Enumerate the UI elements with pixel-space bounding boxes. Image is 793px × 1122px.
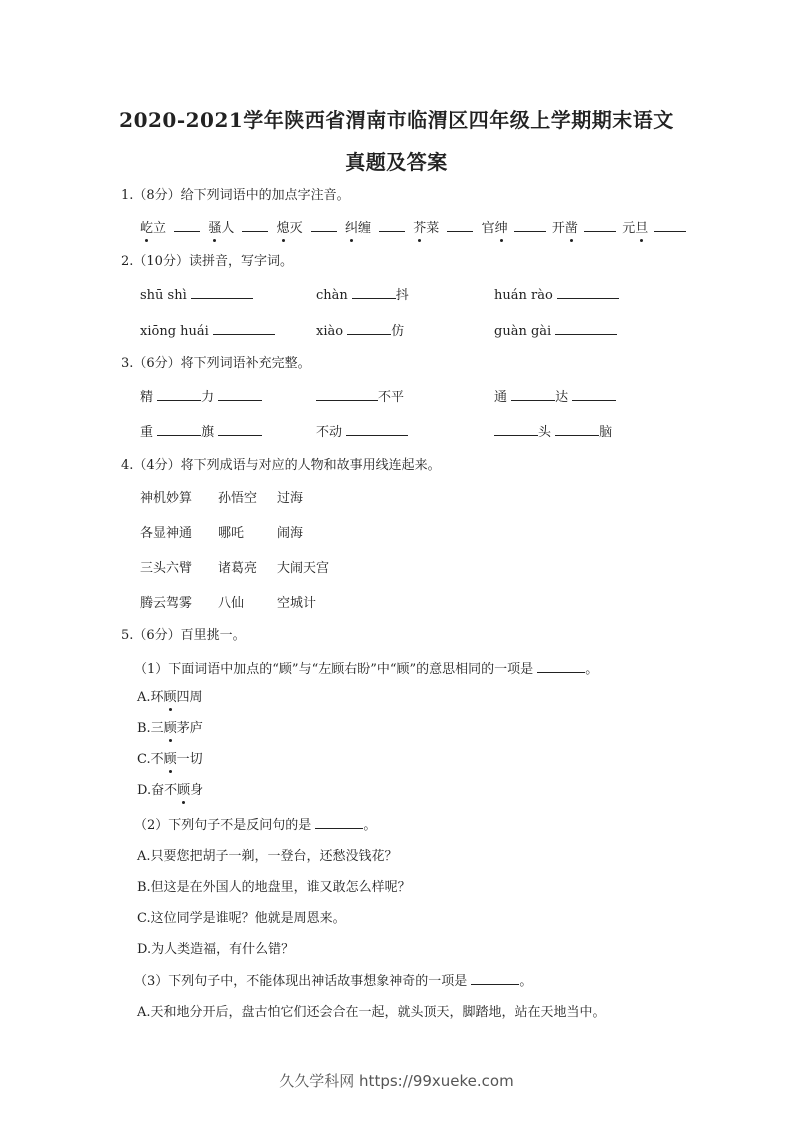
matching-story[interactable]: 大闹天宫: [277, 561, 330, 576]
matching-person[interactable]: 诸葛亮: [218, 561, 258, 576]
matching-idiom[interactable]: 腾云驾雾: [140, 596, 193, 611]
page-title-line2: 真题及答案: [345, 150, 448, 174]
matching-idiom[interactable]: 三头六臂: [140, 561, 193, 576]
answer-blank[interactable]: [218, 423, 262, 436]
q5-sub2-stem: （2）下列句子不是反问句的是 。: [134, 818, 377, 833]
answer-blank[interactable]: [191, 286, 253, 299]
matching-person[interactable]: 八仙: [218, 596, 245, 611]
question-2-stem: 2.（10分）读拼音，写字词。: [121, 254, 293, 269]
q5-sub2-option[interactable]: A.只要您把胡子一剃，一登台，还愁没钱花？: [137, 849, 398, 864]
q1-word: 屹立: [140, 221, 167, 236]
answer-blank[interactable]: [654, 219, 686, 232]
pinyin-item: huán rào: [494, 286, 619, 305]
answer-blank[interactable]: [537, 660, 585, 673]
answer-blank[interactable]: [218, 388, 262, 401]
answer-blank[interactable]: [447, 219, 473, 232]
question-4-stem: 4.（4分）将下列成语与对应的人物和故事用线连起来。: [121, 458, 441, 473]
answer-blank[interactable]: [584, 219, 616, 232]
answer-blank[interactable]: [174, 219, 200, 232]
q1-word: 纠缠: [344, 221, 371, 236]
question-1-stem: 1.（8分）给下列词语中的加点字注音。: [121, 188, 350, 203]
answer-blank[interactable]: [242, 219, 268, 232]
answer-blank[interactable]: [572, 388, 616, 401]
q5-sub2-option[interactable]: C.这位同学是谁呢？他就是周恩来。: [137, 911, 346, 926]
answer-blank[interactable]: [315, 816, 363, 829]
idiom-fill: 头 脑: [494, 423, 612, 442]
question-1-words: [140, 219, 688, 238]
matching-story[interactable]: 闹海: [277, 526, 304, 541]
q5-sub3-stem: （3）下列句子中，不能体现出神话故事想象神奇的一项是 。: [134, 974, 533, 989]
answer-blank[interactable]: [213, 322, 275, 335]
answer-blank[interactable]: [157, 388, 201, 401]
matching-idiom[interactable]: 各显神通: [140, 526, 193, 541]
matching-person[interactable]: 孙悟空: [218, 491, 258, 506]
idiom-fill: 不平: [316, 388, 404, 407]
answer-blank[interactable]: [346, 423, 408, 436]
q1-word: 熄灭: [276, 221, 303, 236]
pinyin-item: shū shì: [140, 286, 253, 305]
answer-blank[interactable]: [379, 219, 405, 232]
question-5-stem: 5.（6分）百里挑一。: [121, 628, 246, 643]
answer-blank[interactable]: [514, 219, 546, 232]
pinyin-item: xiào 仿: [316, 324, 405, 339]
q5-sub3-option[interactable]: A.天和地分开后，盘古怕它们还会合在一起，就头顶天，脚踏地，站在天地当中。: [137, 1005, 606, 1020]
idiom-fill: 通 达: [494, 388, 616, 407]
idiom-fill: 重 旗: [140, 423, 262, 442]
q5-sub1-option[interactable]: B.三顾茅庐: [137, 721, 203, 736]
q1-word: 官绅: [481, 221, 508, 236]
answer-blank[interactable]: [157, 423, 201, 436]
matching-story[interactable]: 空城计: [277, 596, 317, 611]
footer-watermark: 久久学科网 https://99xueke.com: [279, 1072, 514, 1090]
page-title: 2020-2021学年陕西省渭南市临渭区四年级上学期期末语文: [119, 108, 674, 132]
answer-blank[interactable]: [316, 388, 378, 401]
matching-person[interactable]: 哪吒: [218, 526, 245, 541]
answer-blank[interactable]: [555, 322, 617, 335]
q1-word: 元旦: [622, 221, 649, 236]
answer-blank[interactable]: [311, 219, 337, 232]
q5-sub1-option[interactable]: C.不顾一切: [137, 752, 203, 767]
matching-idiom[interactable]: 神机妙算: [140, 491, 193, 506]
answer-blank[interactable]: [471, 972, 519, 985]
answer-blank[interactable]: [494, 423, 538, 436]
q5-sub1-option[interactable]: D.奋不顾身: [137, 783, 204, 798]
q5-sub2-option[interactable]: B.但这是在外国人的地盘里，谁又敢怎么样呢？: [137, 880, 411, 895]
answer-blank[interactable]: [511, 388, 555, 401]
answer-blank[interactable]: [555, 423, 599, 436]
q5-sub1-option[interactable]: A.环顾四周: [137, 690, 203, 705]
answer-blank[interactable]: [557, 286, 619, 299]
matching-story[interactable]: 过海: [277, 491, 304, 506]
q1-word: 骚人: [208, 221, 235, 236]
q1-word: 芥菜: [413, 221, 440, 236]
q5-sub2-option[interactable]: D.为人类造福，有什么错？: [137, 942, 295, 957]
question-3-stem: 3.（6分）将下列词语补充完整。: [121, 356, 311, 371]
q1-word: 开凿: [551, 221, 578, 236]
pinyin-item: chàn 抖: [316, 288, 409, 303]
pinyin-item: guàn gài: [494, 322, 617, 341]
answer-blank[interactable]: [352, 286, 396, 299]
pinyin-item: xiōng huái: [140, 322, 275, 341]
answer-blank[interactable]: [347, 322, 391, 335]
q5-sub1-stem: （1）下面词语中加点的“顾”与“左顾右盼”中“顾”的意思相同的一项是 。: [134, 662, 599, 677]
idiom-fill: 精 力: [140, 388, 262, 407]
idiom-fill: 不动: [316, 423, 408, 442]
